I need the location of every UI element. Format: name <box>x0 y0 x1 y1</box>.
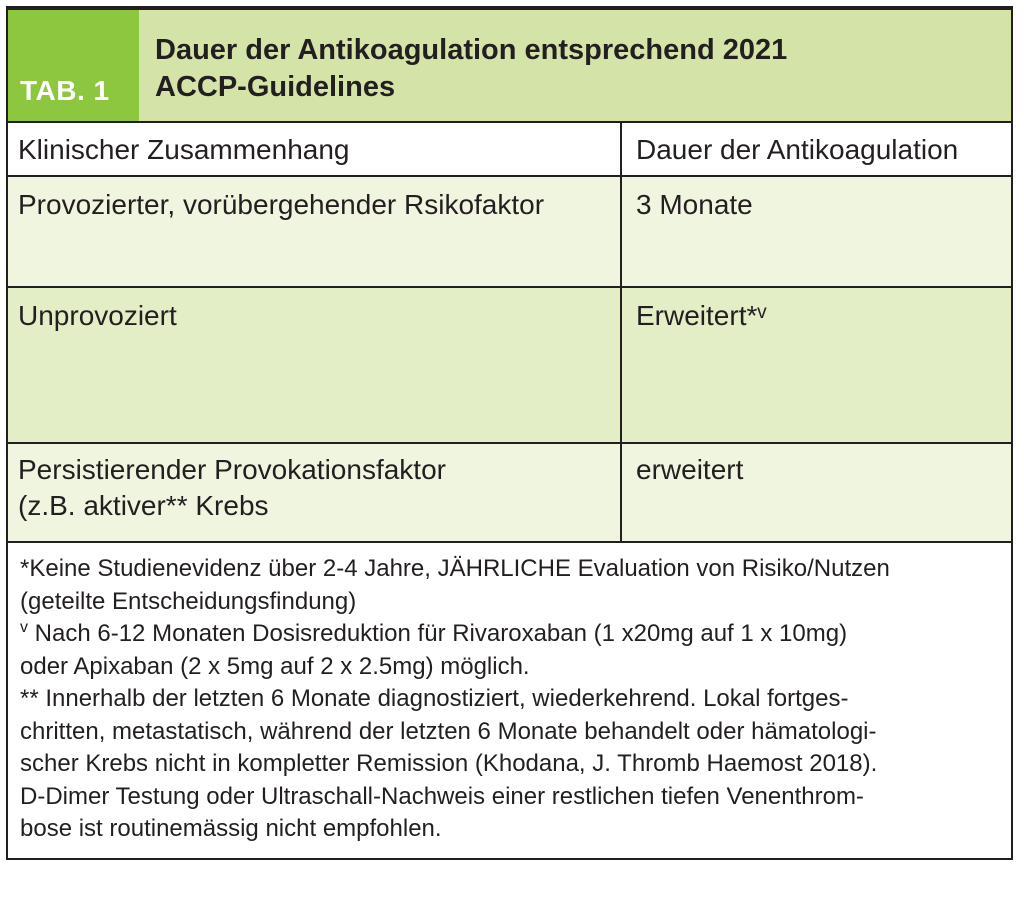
row-context-cell <box>8 177 622 286</box>
row-context-text: Unprovoziert <box>18 300 177 331</box>
row-context-text: Provozierter, vorübergehender Rsikofaktor <box>18 189 545 220</box>
footnote-v-marker: v <box>20 619 28 636</box>
table-row <box>8 444 1011 543</box>
footnote-double-star-line-2: chritten, metastatisch, während der letzten 6 Monate behandelt oder hämatologi- <box>20 717 877 745</box>
column-header-duration: Dauer der Antikoagulation <box>636 134 959 165</box>
footnote-star-line-1: *Keine Studienevidenz über 2-4 Jahre, JÄHRLICHE Evaluation von Risiko/Nutzen <box>20 555 890 582</box>
column-header-row <box>8 123 1011 177</box>
row-duration-cell: erweitert <box>636 454 744 485</box>
footnote-double-star-line-4: D-Dimer Testung oder Ultraschall-Nachweis einer restlichen tiefen Venenthrom- <box>20 782 864 810</box>
footnote-double-star-line-5: bose ist routinemässig nicht empfohlen. <box>20 815 442 842</box>
row-context-text-line-2: (z.B. aktiver** Krebs <box>18 490 269 521</box>
table-title-line-2: ACCP-Guidelines <box>155 71 396 103</box>
row-duration-cell: Erweitert*ᵛ <box>636 300 767 331</box>
anticoagulation-table <box>6 6 1013 860</box>
row-context-text-line-1: Persistierender Provokationsfaktor <box>18 454 446 485</box>
table-title-line-1: Dauer der Antikoagulation entsprechend 2021 <box>155 34 788 66</box>
row-context-cell <box>8 288 622 442</box>
row-duration-cell: 3 Monate <box>636 189 753 220</box>
row-context-cell <box>8 444 622 541</box>
table-row <box>8 177 1011 288</box>
footnote-v-line-1 <box>20 618 1001 651</box>
table-row <box>8 288 1011 444</box>
footnote-double-star-line-3: scher Krebs nicht in kompletter Remission (Khodana, J. Thromb Haemost 2018). <box>20 750 878 777</box>
footnote-star-line-2: (geteilte Entscheidungsfindung) <box>20 587 357 615</box>
table-header <box>8 10 1011 123</box>
footnote-v-line-2: oder Apixaban (2 x 5mg auf 2 x 2.5mg) möglich. <box>20 652 530 680</box>
tab-label: TAB. 1 <box>8 10 139 121</box>
footnote-double-star-line-1: ** Innerhalb der letzten 6 Monate diagnostiziert, wiederkehrend. Lokal fortges- <box>20 685 849 712</box>
footnotes <box>8 543 1011 858</box>
column-header-context: Klinischer Zusammenhang <box>8 123 622 175</box>
footnote-v-text: Nach 6-12 Monaten Dosisreduktion für Rivaroxaban (1 x20mg auf 1 x 10mg) <box>34 620 848 647</box>
table-title <box>139 10 1011 121</box>
